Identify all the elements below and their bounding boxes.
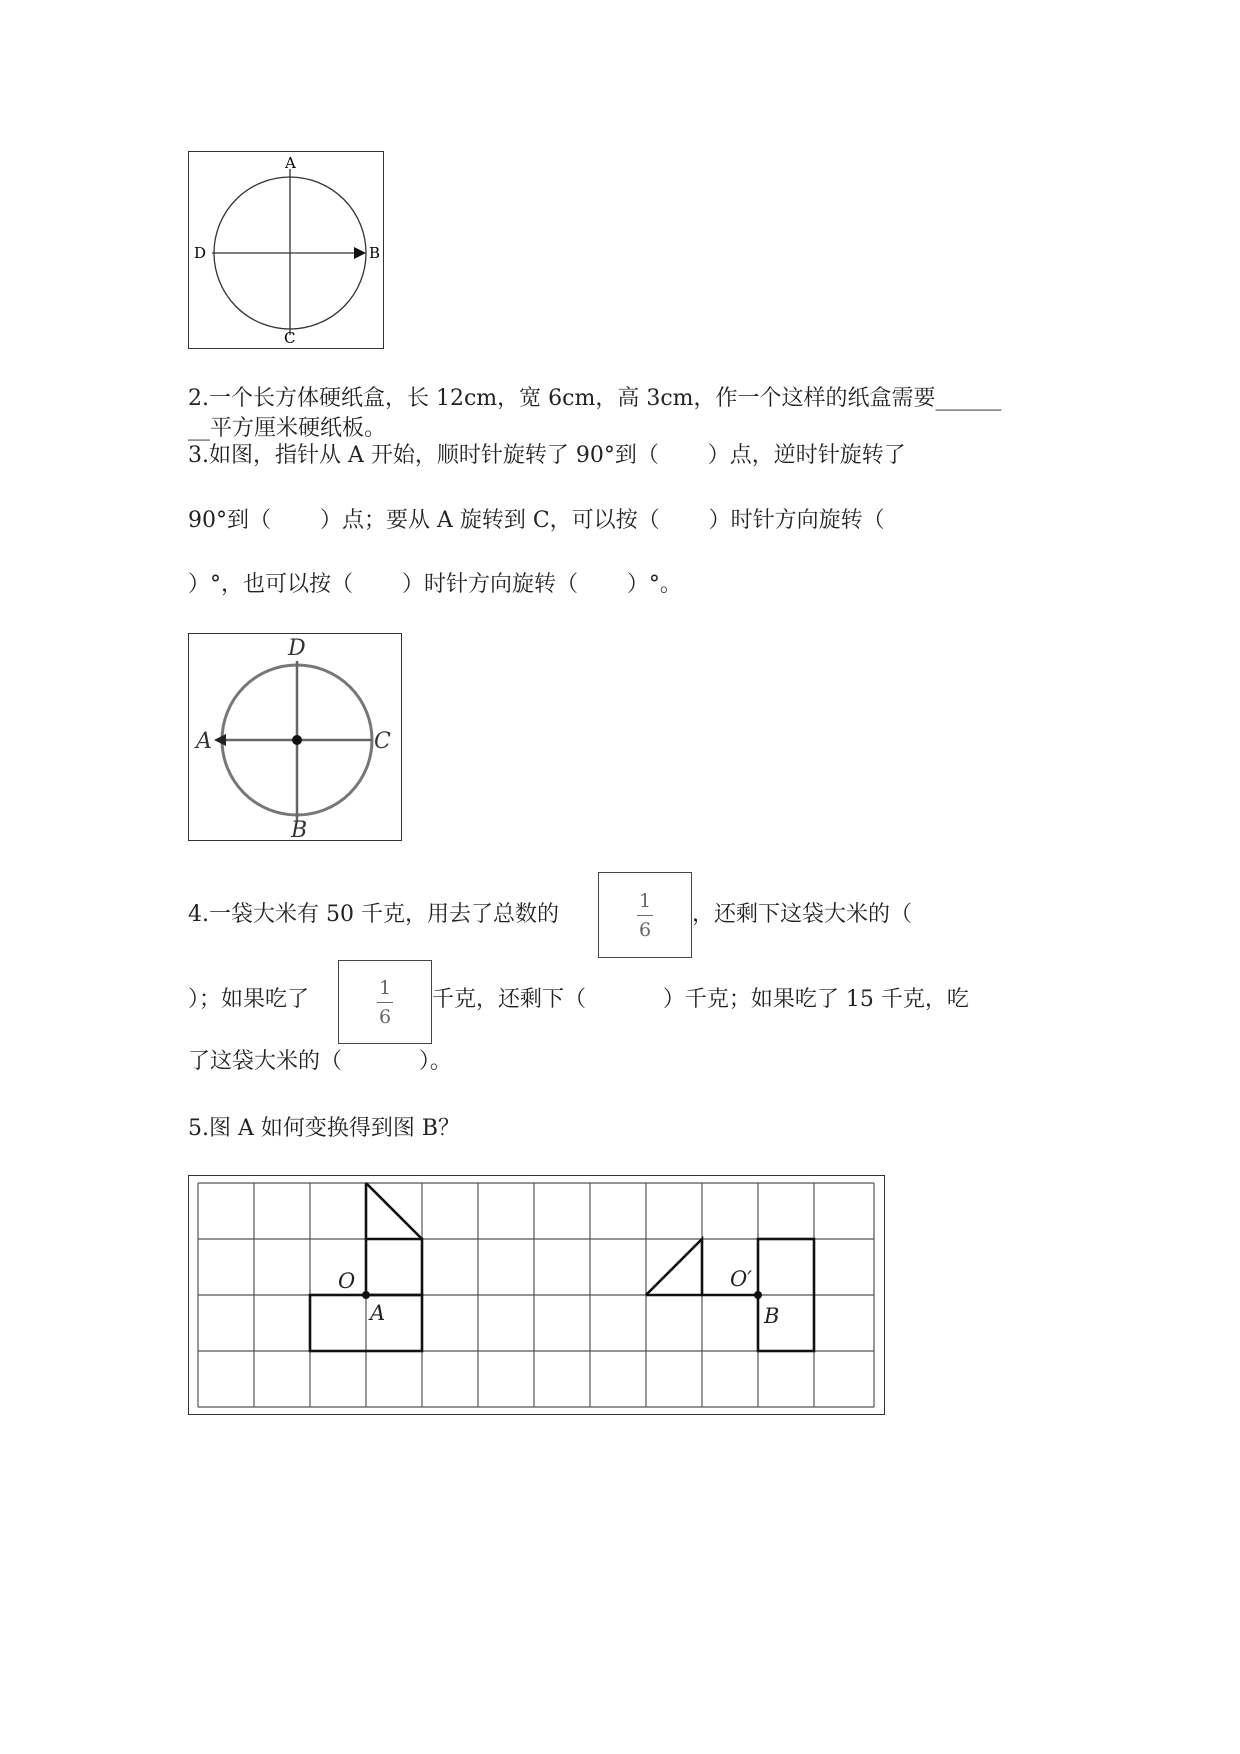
question-4-line-2-start: ）；如果吃了 — [188, 987, 310, 1012]
label-a: A — [370, 1301, 386, 1325]
question-4-line-3: 了这袋大米的（ ）。 — [188, 1049, 452, 1074]
fraction-denominator: 6 — [378, 1005, 392, 1028]
fraction-numerator: 1 — [378, 976, 392, 999]
label-o: O — [338, 1269, 356, 1293]
figure-grid-transform — [188, 1175, 885, 1415]
label-o-prime: O′ — [730, 1267, 752, 1291]
fraction-box-1 — [598, 872, 692, 958]
label-left: A — [196, 729, 212, 754]
label-top: A — [285, 154, 296, 172]
question-3-line-3: ）°，也可以按（ ）时针方向旋转（ ）°。 — [188, 572, 682, 597]
circle-diagram-2 — [188, 633, 402, 841]
label-right: C — [374, 729, 391, 754]
label-bottom: B — [291, 818, 308, 841]
figure-rotation-circle-1 — [188, 151, 384, 349]
fraction-numerator: 1 — [638, 889, 652, 912]
question-4-line-1-end: ，还剩下这袋大米的（ — [692, 902, 913, 927]
fraction-bar — [377, 1002, 393, 1003]
label-right: B — [369, 244, 381, 262]
question-4-line-2-end: 千克，还剩下（ ）千克；如果吃了 15 千克，吃 — [432, 987, 969, 1012]
question-5-text: 5.图 A 如何变换得到图 B？ — [188, 1116, 461, 1141]
question-2-line-1: 2.一个长方体硬纸盒，长 12cm，宽 6cm，高 3cm，作一个这样的纸盒需要______ — [188, 386, 1002, 411]
fraction-bar — [637, 915, 653, 916]
question-3-line-1: 3.如图，指针从 A 开始，顺时针旋转了 90°到（ ）点，逆时针旋转了 — [188, 443, 906, 468]
center-dot — [292, 735, 302, 745]
point-o — [362, 1291, 370, 1299]
figure-rotation-circle-2 — [188, 633, 402, 841]
fraction-box-2 — [338, 960, 432, 1044]
question-2-line-2: __平方厘米硬纸板。 — [188, 416, 387, 441]
label-left: D — [194, 244, 207, 262]
fraction-denominator: 6 — [638, 918, 652, 941]
label-top: D — [288, 636, 306, 661]
grid-diagram — [188, 1175, 885, 1415]
question-4-line-1-start: 4.一袋大米有 50 千克，用去了总数的 — [188, 902, 559, 927]
label-bottom: C — [284, 329, 296, 347]
question-3-line-2: 90°到（ ）点；要从 A 旋转到 C，可以按（ ）时针方向旋转（ — [188, 508, 885, 533]
circle-diagram-1 — [188, 151, 384, 349]
label-b: B — [764, 1304, 780, 1328]
point-o-prime — [754, 1291, 762, 1299]
